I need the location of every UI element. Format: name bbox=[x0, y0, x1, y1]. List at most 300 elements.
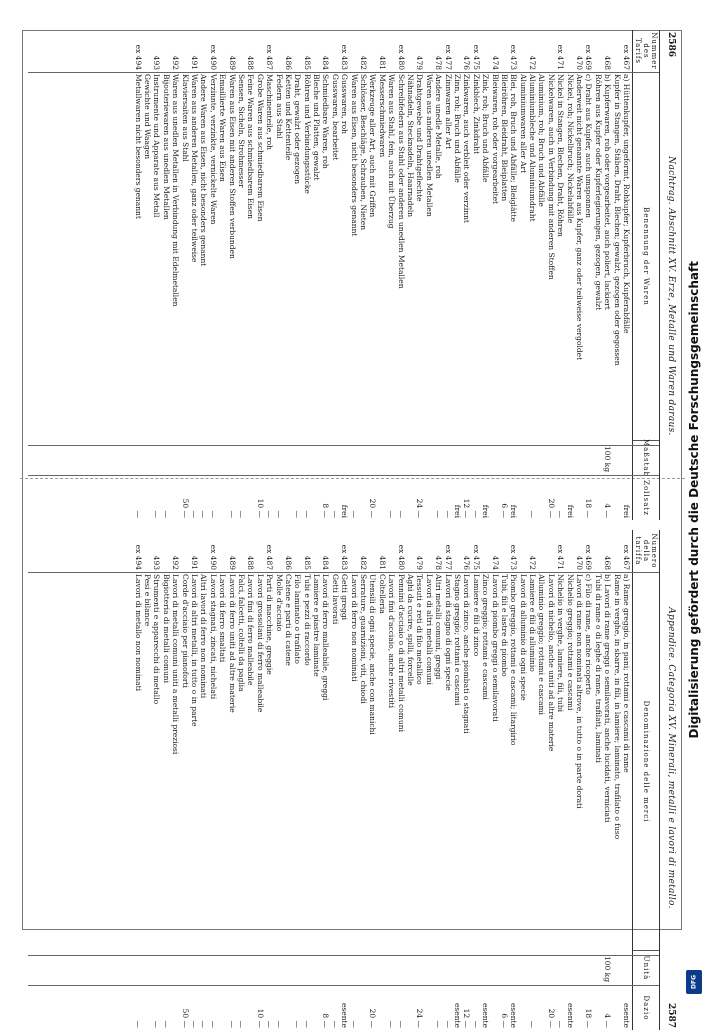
goods-description: Lavori di ferro non nominati bbox=[349, 574, 359, 682]
goods-description: Lavori di metallo non nominati bbox=[133, 574, 143, 692]
rate-cell bbox=[170, 986, 179, 1030]
col-head-rate: Dazio bbox=[642, 995, 651, 1021]
unit-cell bbox=[283, 952, 292, 986]
goods-description: Serrature, guarnizioni, viti, chiodi bbox=[359, 574, 369, 704]
unit-cell bbox=[405, 442, 414, 476]
tariff-number: 488 bbox=[246, 55, 256, 70]
table-row bbox=[339, 30, 348, 520]
unit-cell bbox=[480, 442, 489, 476]
table-row bbox=[517, 530, 526, 1030]
rate-cell bbox=[405, 986, 414, 1030]
tariff-number bbox=[236, 530, 245, 572]
tariff-number bbox=[564, 530, 573, 572]
unit-cell bbox=[527, 952, 536, 986]
unit-cell bbox=[470, 442, 479, 476]
tariff-number bbox=[160, 30, 169, 72]
rate-cell bbox=[283, 986, 292, 1030]
rate-cell: — bbox=[471, 1020, 481, 1028]
unit-cell bbox=[433, 442, 442, 476]
dfg-logo-text: DFG bbox=[690, 975, 698, 990]
unit-cell bbox=[442, 952, 451, 986]
rate-cell bbox=[592, 986, 601, 1030]
table-row bbox=[236, 530, 245, 1030]
goods-description: Kupfer in Stangen, Stäben, Draht, Blechen; gewalzt, gezogen oder gegossen bbox=[612, 74, 622, 366]
unit-cell bbox=[499, 952, 508, 986]
unit-cell bbox=[348, 952, 357, 986]
tariff-number: 481 bbox=[377, 55, 387, 70]
rate-cell: — bbox=[293, 510, 303, 518]
goods-description: Lavori di stagno di ogni specie bbox=[443, 574, 453, 691]
goods-description: Zinn, roh; Bruch und Abfälle bbox=[452, 74, 462, 183]
goods-description: Falci, falcetti, coltelli da paglia bbox=[236, 574, 246, 692]
goods-description: Feine Waren aus schmiedbarem Eisen bbox=[246, 74, 256, 219]
unit-cell bbox=[527, 442, 536, 476]
goods-description: Messerschmiedwaren bbox=[377, 74, 387, 158]
rate-cell: — bbox=[274, 510, 284, 518]
rate-cell: — bbox=[396, 510, 406, 518]
goods-description: Schlösser, Beschläge, Schrauben, Nieten bbox=[359, 74, 369, 231]
table-row bbox=[583, 530, 592, 1030]
table-row bbox=[170, 30, 179, 520]
table-row bbox=[283, 30, 292, 520]
table-row bbox=[358, 530, 367, 1030]
goods-description: Schreibfedern aus Stahl oder anderen unedlen Metallen bbox=[396, 74, 406, 289]
rate-cell bbox=[170, 476, 179, 520]
goods-description: Lavori di ferro uniti ad altre materie bbox=[227, 574, 237, 713]
goods-description: Lavori grossolani di ferro malleabile bbox=[255, 574, 265, 713]
goods-description: Stagno greggio; rottami e cascami bbox=[452, 574, 462, 706]
rate-cell: — bbox=[152, 510, 162, 518]
tariff-number: 470 bbox=[575, 55, 585, 70]
table-row bbox=[330, 530, 339, 1030]
rate-cell bbox=[142, 986, 151, 1030]
tariff-number bbox=[273, 30, 282, 72]
column-headers bbox=[632, 30, 659, 520]
goods-description: Metallwaren nicht besonders genannt bbox=[133, 74, 143, 219]
unit-cell bbox=[386, 442, 395, 476]
table-row bbox=[273, 530, 282, 1030]
table-row bbox=[179, 530, 188, 1030]
tariff-number: ex 480 bbox=[396, 44, 406, 70]
goods-description: Gewichte und Waagen bbox=[143, 74, 153, 160]
goods-description: Nickel in Stangen, Blechen, Draht, Röhren bbox=[556, 74, 566, 237]
rate-cell: esente bbox=[481, 1002, 491, 1028]
unit-cell bbox=[574, 952, 583, 986]
rate-cell bbox=[536, 476, 545, 520]
rate-cell: — bbox=[133, 510, 143, 518]
goods-description: Bigiotteria di metalli comuni bbox=[161, 574, 171, 684]
tariff-number: 479 bbox=[415, 555, 425, 570]
unit-cell bbox=[423, 442, 432, 476]
goods-description: Rame in verghe, in sbarre, in fili, in lamiere; laminato, trafilato o fuso bbox=[612, 574, 622, 840]
rate-cell: 10 — bbox=[255, 1008, 265, 1028]
goods-description: Altri lavori di ferro non nominati bbox=[199, 574, 209, 699]
goods-description: Aluminiumwaren aller Art bbox=[518, 74, 528, 174]
unit-cell bbox=[330, 442, 339, 476]
table-row bbox=[132, 530, 141, 1030]
goods-description: Waren aus Eisen, nicht besonders genannt bbox=[349, 74, 359, 237]
rate-cell bbox=[489, 476, 498, 520]
unit-cell bbox=[470, 952, 479, 986]
unit-cell bbox=[339, 442, 348, 476]
rate-cell: 12 — bbox=[462, 498, 472, 518]
tariff-number: ex 494 bbox=[133, 544, 143, 570]
goods-description: b) Lavori di rame greggi o semilavorati, anche lucidati, verniciati bbox=[603, 574, 613, 823]
goods-description: Bleiwaren, roh oder vorgearbeitet bbox=[490, 74, 500, 205]
tariff-number bbox=[311, 530, 320, 572]
rate-cell: — bbox=[236, 1020, 246, 1028]
table-row bbox=[386, 530, 395, 1030]
unit-cell bbox=[170, 442, 179, 476]
unit-cell bbox=[189, 442, 198, 476]
unit-cell bbox=[311, 442, 320, 476]
italian-page-header bbox=[659, 530, 682, 1030]
tariff-number: ex 471 bbox=[556, 44, 566, 70]
unit-cell bbox=[254, 442, 263, 476]
rate-cell: 6 — bbox=[499, 1013, 509, 1028]
goods-description: Zink, roh; Bruch und Abfälle bbox=[481, 74, 491, 183]
tariff-number bbox=[292, 530, 301, 572]
rate-cell: 10 — bbox=[255, 498, 265, 518]
tariff-number bbox=[254, 30, 263, 72]
goods-description: Anderweit nicht genannte Waren aus Kupfer, ganz oder teilweise vergoldet bbox=[575, 74, 585, 361]
unit-cell bbox=[254, 952, 263, 986]
tariff-number bbox=[142, 530, 151, 572]
unit-cell bbox=[348, 442, 357, 476]
goods-description: Ketten und Kettenteile bbox=[283, 74, 293, 161]
goods-description: Zinnwaren aller Art bbox=[443, 74, 453, 150]
unit-cell bbox=[536, 952, 545, 986]
goods-description: Lavori di piombo greggi o semilavorati bbox=[490, 574, 500, 722]
goods-description: Drahtgewebe und Drahtgeflechte bbox=[415, 74, 425, 202]
unit-cell bbox=[517, 952, 526, 986]
table-row bbox=[611, 30, 620, 520]
goods-description: Lavori di rame non nominati altrove, in tutto o in parte dorati bbox=[575, 574, 585, 809]
table-row bbox=[545, 530, 554, 1030]
rate-cell: — bbox=[556, 1020, 566, 1028]
rate-cell: — bbox=[190, 1020, 200, 1028]
rate-cell: — bbox=[199, 1020, 209, 1028]
tariff-number bbox=[405, 30, 414, 72]
rate-cell: 18 — bbox=[584, 1008, 594, 1028]
table-row bbox=[527, 30, 536, 520]
unit-cell bbox=[292, 952, 301, 986]
unit-cell bbox=[508, 952, 517, 986]
goods-description: Aghi da cucire, spilli, forcelle bbox=[406, 574, 416, 686]
tariff-number: ex 490 bbox=[208, 544, 218, 570]
unit-cell bbox=[564, 952, 573, 986]
unit-cell bbox=[499, 442, 508, 476]
rate-cell bbox=[592, 476, 601, 520]
table-row bbox=[621, 530, 630, 1030]
table-row bbox=[480, 30, 489, 520]
goods-description: Blei, roh, Bruch und Abfälle; Bleiglätte bbox=[509, 74, 519, 222]
rotated-tariff-spread bbox=[22, 30, 682, 1030]
tariff-number: 476 bbox=[462, 55, 472, 70]
rate-cell: — bbox=[227, 1020, 237, 1028]
tariff-number bbox=[198, 30, 207, 72]
rate-cell: 50 — bbox=[180, 1008, 190, 1028]
tariff-number: ex 471 bbox=[556, 544, 566, 570]
goods-description: Corde d'acciaio per pianoforti bbox=[180, 574, 190, 688]
unit-cell bbox=[330, 952, 339, 986]
tariff-number bbox=[198, 530, 207, 572]
table-row bbox=[583, 30, 592, 520]
unit-cell bbox=[358, 442, 367, 476]
rate-cell: — bbox=[434, 510, 444, 518]
unit-cell bbox=[376, 442, 385, 476]
unit-cell bbox=[217, 442, 226, 476]
unit-cell bbox=[367, 442, 376, 476]
unit-cell bbox=[376, 952, 385, 986]
tariff-number: ex 477 bbox=[443, 544, 453, 570]
table-row bbox=[592, 30, 601, 520]
table-row bbox=[405, 30, 414, 520]
table-row bbox=[226, 30, 235, 520]
goods-description: Verzinnte, verzinkte, vernickelte Waren bbox=[208, 74, 218, 225]
unit-cell bbox=[555, 952, 564, 986]
rate-cell: 24 — bbox=[415, 1008, 425, 1028]
unit-cell bbox=[395, 442, 404, 476]
table-row bbox=[311, 30, 320, 520]
goods-description: Strumenti e apparecchi di metallo bbox=[152, 574, 162, 705]
tariff-number bbox=[179, 530, 188, 572]
tariff-number bbox=[592, 30, 601, 72]
goods-description: Nickel, roh; Nickelbruch; Nickelabfälle bbox=[565, 74, 575, 224]
tariff-number bbox=[536, 530, 545, 572]
rate-cell bbox=[283, 476, 292, 520]
goods-description: Piombo greggio, rottami e cascami; litargirio bbox=[509, 574, 519, 746]
unit-cell bbox=[311, 952, 320, 986]
tariff-number: ex 473 bbox=[509, 44, 519, 70]
rate-cell: — bbox=[528, 1020, 538, 1028]
unit-cell bbox=[198, 442, 207, 476]
table-row bbox=[207, 530, 216, 1030]
tariff-number bbox=[367, 30, 376, 72]
tariff-number bbox=[517, 530, 526, 572]
digitalization-note: Digitalisierung gefördert durch die Deutsche Forschungsgemeinschaft bbox=[687, 261, 701, 739]
rate-cell bbox=[358, 476, 367, 520]
goods-description: b) Kupferwaren, roh oder vorgearbeitet, auch poliert, lackiert bbox=[603, 74, 613, 310]
page-title: Nachtrag. Abschnitt XV. Erze, Metalle und Waren daraus. bbox=[666, 156, 677, 436]
goods-description: Waren aus anderen Metallen, ganz oder teilweise bbox=[190, 74, 200, 263]
goods-description: Coltelleria bbox=[377, 574, 387, 614]
table-row bbox=[339, 530, 348, 1030]
rate-cell bbox=[358, 986, 367, 1030]
goods-description: Lamiere e piastre laminate bbox=[312, 574, 322, 677]
tariff-number bbox=[611, 30, 620, 72]
rate-cell: — bbox=[236, 510, 246, 518]
unit-cell bbox=[273, 952, 282, 986]
unit-cell bbox=[395, 952, 404, 986]
unit-cell bbox=[236, 442, 245, 476]
tariff-number: 479 bbox=[415, 55, 425, 70]
table-row bbox=[367, 30, 376, 520]
goods-description: Parti di macchine, greggie bbox=[265, 574, 275, 675]
col-head-rate: Zollsatz bbox=[642, 480, 651, 516]
tariff-number: 486 bbox=[283, 55, 293, 70]
rate-cell: 4 — bbox=[603, 1013, 613, 1028]
goods-description: Tubi, fili e lastre di piombo bbox=[499, 574, 509, 677]
unit-cell bbox=[452, 442, 461, 476]
table-row bbox=[470, 30, 479, 520]
table-row bbox=[611, 530, 620, 1030]
rate-cell: frei bbox=[622, 504, 631, 518]
unit-cell bbox=[405, 952, 414, 986]
table-row bbox=[264, 530, 273, 1030]
goods-description: Andere Waren aus Eisen, nicht besonders genannt bbox=[199, 74, 209, 267]
tariff-number: ex 483 bbox=[340, 544, 350, 570]
table-row bbox=[442, 30, 451, 520]
table-row bbox=[602, 530, 611, 1030]
goods-description: Bijouteriewaren aus unedlen Metallen bbox=[161, 74, 171, 220]
tariff-number: 492 bbox=[171, 55, 181, 70]
rate-cell: — bbox=[434, 1020, 444, 1028]
table-row bbox=[545, 30, 554, 520]
unit-cell bbox=[564, 442, 573, 476]
unit-cell bbox=[442, 442, 451, 476]
table-row bbox=[151, 530, 160, 1030]
goods-description: Lavori di altri metalli comuni bbox=[424, 574, 434, 685]
unit-cell bbox=[621, 442, 630, 476]
goods-description: Lavori di metalli comuni uniti a metalli preziosi bbox=[171, 574, 181, 755]
unit-cell bbox=[621, 952, 630, 986]
tariff-number bbox=[311, 30, 320, 72]
unit-cell bbox=[320, 442, 329, 476]
goods-description: Lavori di alluminio di ogni specie bbox=[518, 574, 528, 701]
rate-cell: — bbox=[227, 510, 237, 518]
rate-cell: — bbox=[396, 1020, 406, 1028]
unit-cell bbox=[536, 442, 545, 476]
table-row bbox=[254, 30, 263, 520]
tariff-number: 484 bbox=[321, 555, 331, 570]
tariff-number: 482 bbox=[359, 555, 369, 570]
table-row bbox=[348, 530, 357, 1030]
rate-cell bbox=[311, 986, 320, 1030]
table-row bbox=[395, 530, 404, 1030]
tariff-number bbox=[499, 30, 508, 72]
goods-description: Zinco greggio; rottami e cascami bbox=[481, 574, 491, 700]
unit-cell bbox=[132, 442, 141, 476]
unit-cell bbox=[611, 442, 620, 476]
rate-cell: — bbox=[302, 510, 312, 518]
table-row bbox=[536, 30, 545, 520]
table-row bbox=[592, 530, 601, 1030]
table-row bbox=[517, 30, 526, 520]
goods-description: Alluminio greggio; rottami e cascami bbox=[537, 574, 547, 715]
tariff-number: 493 bbox=[152, 55, 162, 70]
table-row bbox=[452, 30, 461, 520]
table-row bbox=[189, 530, 198, 1030]
tariff-number: ex 487 bbox=[265, 44, 275, 70]
rate-cell: 20 — bbox=[546, 498, 556, 518]
tariff-number bbox=[273, 530, 282, 572]
unit-cell bbox=[320, 952, 329, 986]
table-row bbox=[555, 530, 564, 1030]
rate-cell: — bbox=[387, 510, 397, 518]
table-row bbox=[536, 530, 545, 1030]
goods-description: Gusswaren, bearbeitet bbox=[330, 74, 340, 161]
goods-description: c) Filo di rame, anche ricoperto bbox=[584, 574, 594, 695]
table-row bbox=[452, 530, 461, 1030]
table-row bbox=[198, 530, 207, 1030]
rate-cell: — bbox=[302, 1020, 312, 1028]
unit-cell bbox=[592, 442, 601, 476]
tariff-number bbox=[452, 530, 461, 572]
goods-description: Federn aus Stahl bbox=[274, 74, 284, 139]
goods-description: Röhren aus Kupfer oder Kupferlegierungen, gezogen, gewalzt bbox=[593, 74, 603, 311]
goods-description: Zinkblech, Zinkdraht bbox=[471, 74, 481, 155]
table-row bbox=[320, 530, 329, 1030]
goods-description: a) Rame greggio, in pani; rottami e cascami di rame bbox=[622, 574, 631, 773]
tariff-number bbox=[142, 30, 151, 72]
tariff-number: 472 bbox=[528, 555, 538, 570]
unit-cell bbox=[283, 442, 292, 476]
rate-cell bbox=[217, 476, 226, 520]
rate-cell bbox=[311, 476, 320, 520]
unit-cell bbox=[555, 442, 564, 476]
table-row bbox=[367, 530, 376, 1030]
tariff-number bbox=[160, 530, 169, 572]
digitalization-strip bbox=[684, 40, 704, 960]
table-row bbox=[283, 530, 292, 1030]
unit-cell bbox=[452, 952, 461, 986]
rate-cell bbox=[574, 986, 583, 1030]
table-row bbox=[499, 530, 508, 1030]
table-row bbox=[461, 530, 470, 1030]
unit-cell: 100 kg bbox=[603, 445, 613, 473]
unit-cell bbox=[226, 952, 235, 986]
table-row bbox=[207, 30, 216, 520]
rate-cell bbox=[574, 476, 583, 520]
goods-description: Bleche und Platten, gewalzt bbox=[312, 74, 322, 181]
rate-cell: esente bbox=[565, 1002, 575, 1028]
table-row bbox=[433, 530, 442, 1030]
unit-cell bbox=[179, 442, 188, 476]
tariff-number bbox=[564, 30, 573, 72]
unit-cell bbox=[264, 442, 273, 476]
table-row bbox=[574, 30, 583, 520]
goods-description: Molle d'acciaio bbox=[274, 574, 284, 632]
rate-cell bbox=[517, 986, 526, 1030]
goods-description: Zinkwaren, auch verbleit oder verzinnt bbox=[462, 74, 472, 223]
german-page bbox=[22, 30, 682, 520]
tariff-number: ex 467 bbox=[622, 44, 631, 70]
table-row bbox=[132, 30, 141, 520]
tariff-number: 470 bbox=[575, 555, 585, 570]
table-row bbox=[217, 30, 226, 520]
table-row bbox=[489, 530, 498, 1030]
table-row bbox=[564, 30, 573, 520]
table-row bbox=[376, 30, 385, 520]
col-head-number: Numero della tariffa bbox=[633, 530, 659, 573]
table-row bbox=[198, 30, 207, 520]
tariff-number: 472 bbox=[528, 55, 538, 70]
goods-description: Lamiere e fili di alluminio bbox=[528, 574, 538, 672]
goods-description: Aluminium, roh; Bruch und Abfälle bbox=[537, 74, 547, 207]
unit-cell bbox=[414, 952, 423, 986]
rate-cell: esente bbox=[622, 1002, 631, 1028]
rate-cell bbox=[611, 986, 620, 1030]
rate-cell: — bbox=[199, 510, 209, 518]
unit-cell bbox=[292, 442, 301, 476]
rate-cell: — bbox=[471, 510, 481, 518]
rate-cell: 8 — bbox=[321, 1013, 331, 1028]
tariff-number bbox=[386, 30, 395, 72]
tariff-number: 491 bbox=[190, 555, 200, 570]
rate-cell bbox=[376, 986, 385, 1030]
table-row bbox=[574, 530, 583, 1030]
